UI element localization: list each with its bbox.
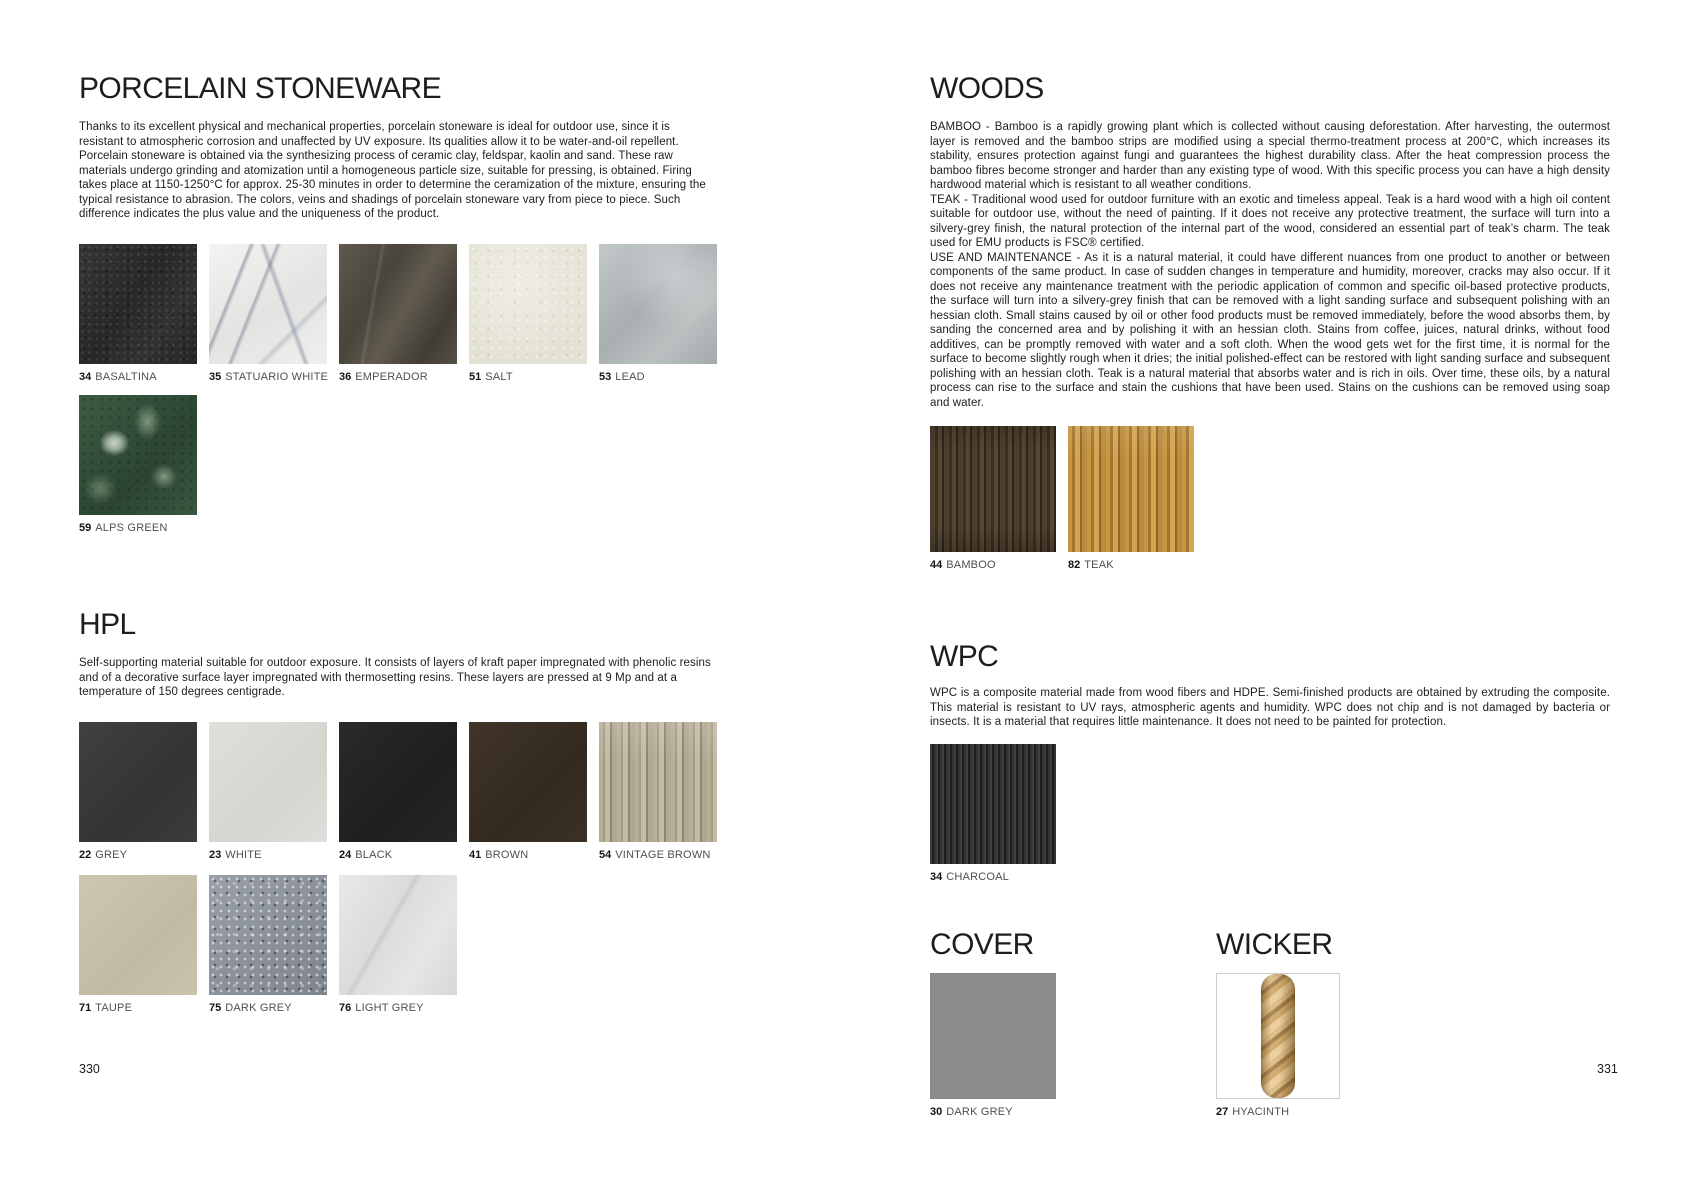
swatch-caption <box>209 849 327 862</box>
wpc-swatch-row <box>930 744 1610 884</box>
swatch-caption <box>599 849 717 862</box>
page-number-left: 330 <box>79 1062 100 1076</box>
swatch-name: DARK GREY <box>225 1001 292 1014</box>
swatch-image-brown <box>469 722 587 842</box>
swatch-teak <box>1068 426 1194 572</box>
swatch-image-statuario-white <box>209 244 327 364</box>
swatch-name: CHARCOAL <box>946 870 1009 883</box>
page-number-right: 331 <box>1597 1062 1618 1076</box>
swatch-name: BROWN <box>485 848 529 861</box>
swatch-hyacinth <box>1216 973 1340 1119</box>
swatch-name: STATUARIO WHITE <box>225 370 329 383</box>
swatch-code: 82 <box>1068 559 1081 571</box>
swatch-name: EMPERADOR <box>355 370 428 383</box>
cover-title: COVER <box>930 928 1034 961</box>
swatch-image-white <box>209 722 327 842</box>
swatch-caption <box>339 371 457 384</box>
hpl-swatch-row-1 <box>79 722 717 862</box>
swatch-code: 22 <box>79 848 92 861</box>
swatch-code: 44 <box>930 559 943 571</box>
swatch-caption <box>1068 559 1194 572</box>
swatch-name: BAMBOO <box>946 559 996 571</box>
swatch-caption <box>79 371 197 384</box>
swatch-statuario-white <box>209 244 327 384</box>
swatch-name: VINTAGE BROWN <box>615 848 711 861</box>
swatch-code: 36 <box>339 370 352 383</box>
swatch-code: 51 <box>469 370 482 383</box>
swatch-name: TEAK <box>1084 559 1114 571</box>
swatch-caption <box>209 371 327 384</box>
swatch-image-lead <box>599 244 717 364</box>
cover-block <box>930 928 1090 1119</box>
swatch-code: 27 <box>1216 1106 1229 1118</box>
swatch-code: 34 <box>79 370 92 383</box>
rope-texture <box>1261 974 1295 1098</box>
swatch-name: HYACINTH <box>1232 1106 1290 1118</box>
swatch-name: BLACK <box>355 848 393 861</box>
wicker-title: WICKER <box>1216 928 1333 961</box>
swatch-bamboo <box>930 426 1056 572</box>
section-woods <box>930 72 1610 572</box>
swatch-vintage-brown <box>599 722 717 862</box>
swatch-image-salt <box>469 244 587 364</box>
swatch-caption <box>79 522 197 535</box>
porcelain-body: Thanks to its excellent physical and mechanical properties, porcelain stoneware is ideal for outdoor use, since it is resistant to atmospheric corrosion and unaffected by UV exposure. Its qualities allow it to be water-and-oil repellent. Porcelain stoneware is obtained via the synthesizing process of ceramic clay, feldspar, kaolin and sand. These raw materials undergo grinding and atomization until a homogeneous particle size, suitable for pressing, is obtained. Firing takes place at 1150-1250°C for approx. 25-30 minutes in order to determine the ceramization of the mixture, ensuring the typical resistance to abrasion. The colors, veins and shadings of porcelain stoneware vary from piece to piece. Such difference indicates the plus value and the uniqueness of the product. <box>79 121 706 220</box>
hpl-title: HPL <box>79 608 136 641</box>
swatch-image-grey <box>79 722 197 842</box>
wicker-block <box>1216 928 1376 1119</box>
swatch-name: ALPS GREEN <box>95 521 168 534</box>
swatch-code: 75 <box>209 1001 222 1014</box>
swatch-name: BASALTINA <box>95 370 157 383</box>
swatch-image-alps-green <box>79 395 197 515</box>
swatch-code: 54 <box>599 848 612 861</box>
swatch-caption <box>469 371 587 384</box>
swatch-salt <box>469 244 587 384</box>
swatch-dark-grey <box>209 875 327 1015</box>
swatch-name: WHITE <box>225 848 262 861</box>
swatch-code: 34 <box>930 870 943 883</box>
woods-paragraph-teak: TEAK - Traditional wood used for outdoor furniture with an exotic and timeless appeal. Teak is a hard wood with a high oil content suitable for outdoor use, without the need of painting. If it does not receive any protective treatment, the surface will turn into a silvery-grey finish, the natural protection of the internal part of the wood, considered an essential part of teak’s charm. The teak used for EMU products is FSC® certified. <box>930 193 1610 249</box>
swatch-code: 59 <box>79 521 92 534</box>
swatch-image-basaltina <box>79 244 197 364</box>
swatch-caption <box>599 371 717 384</box>
woods-title: WOODS <box>930 72 1044 105</box>
woods-paragraph-bamboo: BAMBOO - Bamboo is a rapidly growing plant which is collected without causing deforestation. After harvesting, the outermost layer is removed and the bamboo strips are modified using a special thermo-treatment process at 200°C, which increases its stability, ensures protection against fungi and guarantees the highest durability class. After the heat compression process the bamboo fibres become stronger and harder than any existing type of wood. With this specific process you can have a high density hardwood material which is resistant to all weather conditions. <box>930 121 1610 191</box>
swatch-code: 24 <box>339 848 352 861</box>
swatch-image-light-grey <box>339 875 457 995</box>
swatch-name: LIGHT GREY <box>355 1001 424 1014</box>
section-wpc <box>930 640 1610 884</box>
porcelain-swatch-row-1 <box>79 244 717 384</box>
swatch-name: GREY <box>95 848 128 861</box>
swatch-name: SALT <box>485 370 513 383</box>
hpl-body: Self-supporting material suitable for outdoor exposure. It consists of layers of kraft paper impregnated with phenolic resins and of a decorative surface layer impregnated with thermosetting resins. These layers are pressed at 9 Mp and at a temperature of 150 degrees centigrade. <box>79 657 711 698</box>
swatch-caption <box>79 1002 197 1015</box>
swatch-code: 41 <box>469 848 482 861</box>
swatch-code: 76 <box>339 1001 352 1014</box>
swatch-caption <box>930 1106 1056 1119</box>
swatch-code: 35 <box>209 370 222 383</box>
swatch-name: TAUPE <box>95 1001 133 1014</box>
swatch-emperador <box>339 244 457 384</box>
swatch-lead <box>599 244 717 384</box>
swatch-cover-dark-grey <box>930 973 1056 1119</box>
swatch-taupe <box>79 875 197 1015</box>
swatch-image-vintage-brown <box>599 722 717 842</box>
swatch-caption <box>339 1002 457 1015</box>
swatch-caption <box>339 849 457 862</box>
section-porcelain-stoneware <box>79 72 717 535</box>
wpc-body: WPC is a composite material made from wood fibers and HDPE. Semi-finished products are obtained by extruding the composite. This material is resistant to UV rays, atmospheric agents and humidity. WPC does not chip and is not damaged by bacteria or insects. It is a material that requires little maintenance. It does not need to be painted for protection. <box>930 687 1610 728</box>
swatch-brown <box>469 722 587 862</box>
swatch-name: LEAD <box>615 370 645 383</box>
swatch-caption <box>1216 1106 1340 1119</box>
woods-paragraph-use-and-maintenance: USE AND MAINTENANCE - As it is a natural material, it could have different nuances from one product to another or between components of the same product. In case of sudden changes in temperature and humidity, moreover, cracks may also occur. If it does not receive any maintenance treatment with the periodic application of common and specific oil-based protective products, the surface will turn into a silvery-grey finish that can be removed with a light sanding surface and subsequent polishing with an hessian cloth. Small stains caused by oil or other food products must be removed immediately, before the wood absorbs them, by sanding the concerned area and by polishing it with an hessian cloth. Stains from coffee, juices, natural drinks, without food additives, can be promptly removed with water and a soft cloth. When the wood gets wet for the first time, it is normal for the surface to become slightly rough when it dries; the initial polished-effect can be restored with light sanding surface and subsequent polishing with an hessian cloth. Teak is a natural material that absorbs water and is rich in oils. Over time, these oils, by a natural process can rise to the surface and stain the cushions that have been used. Stains on the cushions can be removed using soap and water. <box>930 251 1610 409</box>
swatch-image-emperador <box>339 244 457 364</box>
swatch-caption <box>469 849 587 862</box>
swatch-image-charcoal <box>930 744 1056 864</box>
swatch-caption <box>209 1002 327 1015</box>
swatch-code: 71 <box>79 1001 92 1014</box>
swatch-caption <box>79 849 197 862</box>
swatch-basaltina <box>79 244 197 384</box>
swatch-black <box>339 722 457 862</box>
hpl-swatch-row-2 <box>79 875 717 1015</box>
porcelain-swatch-row-2 <box>79 395 717 535</box>
swatch-image-bamboo <box>930 426 1056 552</box>
swatch-grey <box>79 722 197 862</box>
swatch-name: DARK GREY <box>946 1106 1013 1118</box>
swatch-white <box>209 722 327 862</box>
swatch-alps-green <box>79 395 197 535</box>
porcelain-title: PORCELAIN STONEWARE <box>79 72 442 105</box>
woods-swatch-row <box>930 426 1610 572</box>
swatch-image-taupe <box>79 875 197 995</box>
swatch-caption <box>930 871 1056 884</box>
swatch-code: 53 <box>599 370 612 383</box>
swatch-image-teak <box>1068 426 1194 552</box>
swatch-image-cover-dark-grey <box>930 973 1056 1099</box>
swatch-charcoal <box>930 744 1056 884</box>
swatch-code: 30 <box>930 1106 943 1118</box>
swatch-image-dark-grey <box>209 875 327 995</box>
swatch-code: 23 <box>209 848 222 861</box>
wpc-title: WPC <box>930 640 999 673</box>
swatch-caption <box>930 559 1056 572</box>
section-hpl <box>79 608 717 1015</box>
swatch-image-black <box>339 722 457 842</box>
swatch-light-grey <box>339 875 457 1015</box>
swatch-image-hyacinth <box>1216 973 1340 1099</box>
